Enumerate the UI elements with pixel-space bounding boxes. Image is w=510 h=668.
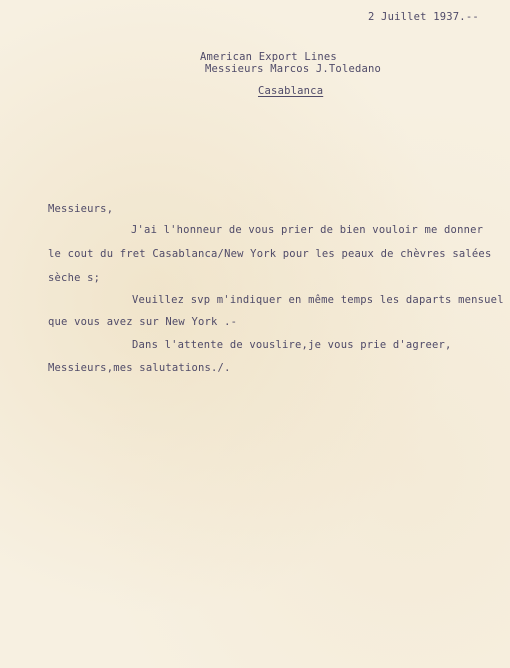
body-line-1: J'ai l'honneur de vous prier de bien vouloir me donner (131, 224, 484, 236)
body-line-6: Dans l'attente de vouslire,je vous prie d'agreer, (132, 339, 452, 351)
recipient-name: Messieurs Marcos J.Toledano (205, 63, 382, 75)
recipient-city: Casablanca (258, 85, 324, 97)
body-line-5: que vous avez sur New York .- (48, 316, 238, 328)
body-line-3: sèche s; (48, 272, 101, 284)
letter-date: 2 Juillet 1937.-- (368, 11, 479, 23)
body-line-7: Messieurs,mes salutations./. (48, 362, 231, 374)
letter-salutation: Messieurs, (48, 203, 114, 215)
body-line-2: le cout du fret Casablanca/New York pour les peaux de chèvres salées (48, 248, 492, 260)
recipient-company: American Export Lines (200, 51, 337, 63)
body-line-4: Veuillez svp m'indiquer en même temps les daparts mensuel (132, 294, 504, 306)
